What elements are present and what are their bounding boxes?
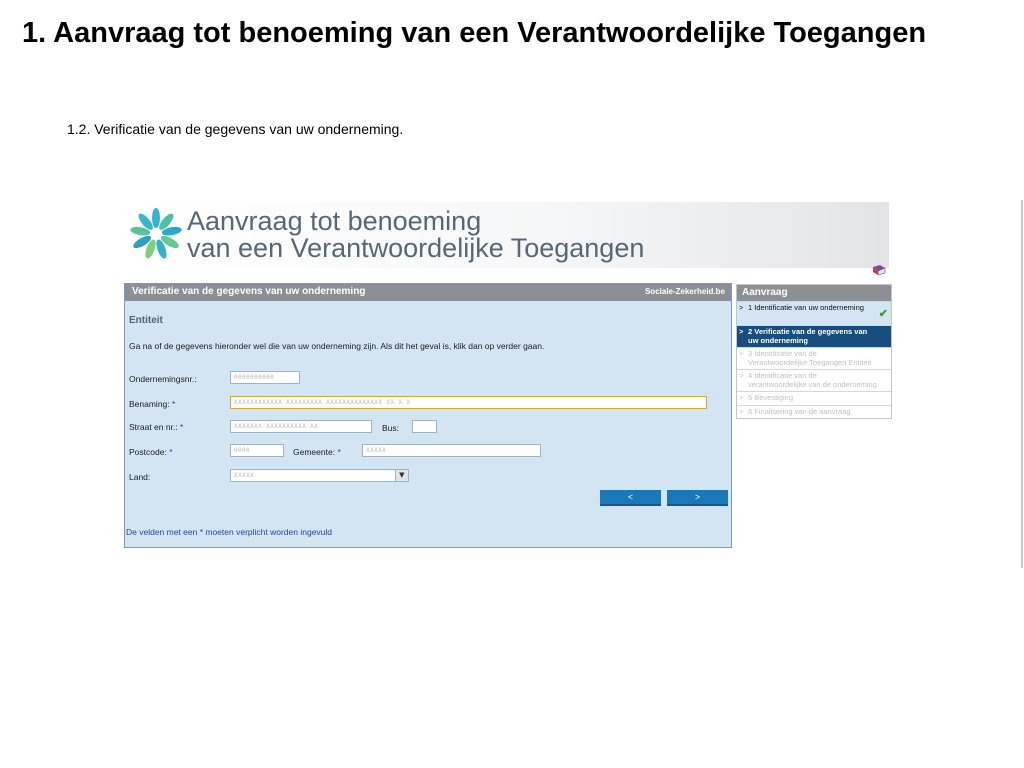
chevron-down-icon[interactable]: ▼ xyxy=(395,470,408,481)
gemeente-field[interactable]: XXXXX xyxy=(362,444,541,457)
land-select[interactable] xyxy=(230,469,409,482)
verification-panel xyxy=(124,283,732,548)
straat-label: Straat en nr.: * xyxy=(129,422,184,432)
brand-link[interactable]: Sociale-Zekerheid.be xyxy=(644,287,725,296)
chevron-right-icon: > xyxy=(739,406,744,416)
ondernemingsnr-field[interactable]: 0000000000 xyxy=(230,371,300,384)
step-label: 4 Identificatie van de verantwoordelijke van de onderneming xyxy=(748,371,877,389)
embedded-screenshot xyxy=(124,200,892,550)
panel-header xyxy=(125,284,731,301)
step-4 xyxy=(737,369,891,391)
steps-panel xyxy=(736,284,892,419)
bus-label: Bus: xyxy=(382,423,400,433)
checkmark-icon: ✔ xyxy=(878,308,888,320)
section-title: Entiteit xyxy=(129,315,163,326)
previous-button[interactable]: < xyxy=(600,490,661,506)
chevron-right-icon: > xyxy=(739,393,744,402)
step-label: 3 Identificatie van de Verantwoordelijke Toegangen Entiteit xyxy=(748,349,872,367)
next-button[interactable]: > xyxy=(667,490,728,506)
ondernemingsnr-label: Ondernemingsnr.: xyxy=(129,374,197,384)
step-6 xyxy=(737,405,891,419)
postcode-field[interactable]: 0000 xyxy=(230,444,284,457)
straat-field[interactable]: XXXXXXX XXXXXXXXXX XX xyxy=(230,420,372,433)
land-selected-value: XXXXX xyxy=(234,472,255,479)
chevron-right-icon: > xyxy=(739,303,744,312)
step-label: 6 Finalisering van de aanvraag xyxy=(748,406,851,416)
bus-field[interactable] xyxy=(412,420,437,433)
benaming-label: Benaming: * xyxy=(129,399,176,409)
step-label: 2 Verificatie van de gegevens van uw onderneming xyxy=(748,327,868,345)
banner-title-line1: Aanvraag tot benoeming xyxy=(187,206,482,236)
step-5 xyxy=(737,391,891,405)
slide-divider xyxy=(1021,200,1023,568)
banner-title-line2: van een Verantwoordelijke Toegangen xyxy=(187,233,645,263)
app-banner xyxy=(125,202,889,268)
step-label: 1 Identificatie van uw onderneming xyxy=(748,303,864,312)
chevron-right-icon: > xyxy=(739,327,744,336)
benaming-field[interactable]: XXXXXXXXXXXX XXXXXXXXX XXXXXXXXXXXXXX XX X X xyxy=(230,396,707,409)
intro-text: Ga na of de gegevens hieronder wel die van uw onderneming zijn. Als dit het geval is, klik dan op verder gaan. xyxy=(129,341,545,351)
required-fields-note: De velden met een * moeten verplicht worden ingevuld xyxy=(126,527,333,537)
book-icon[interactable] xyxy=(872,264,886,276)
steps-title: Aanvraag xyxy=(737,285,891,301)
flower-logo-icon xyxy=(129,204,185,262)
panel-title: Verificatie van de gegevens van uw onderneming xyxy=(132,286,366,297)
slide-subtitle: 1.2. Verificatie van de gegevens van uw onderneming. xyxy=(67,121,404,137)
slide-title: 1. Aanvraag tot benoeming van een Verantwoordelijke Toegangen xyxy=(22,17,927,49)
gemeente-label: Gemeente: * xyxy=(293,447,341,457)
chevron-right-icon: > xyxy=(739,371,744,380)
land-label: Land: xyxy=(129,472,151,482)
step-label: 5 Bevestiging xyxy=(748,393,794,402)
step-1[interactable] xyxy=(737,301,891,325)
chevron-right-icon: > xyxy=(739,349,744,358)
postcode-label: Postcode: * xyxy=(129,447,173,457)
step-2[interactable] xyxy=(737,325,891,347)
step-3 xyxy=(737,347,891,369)
